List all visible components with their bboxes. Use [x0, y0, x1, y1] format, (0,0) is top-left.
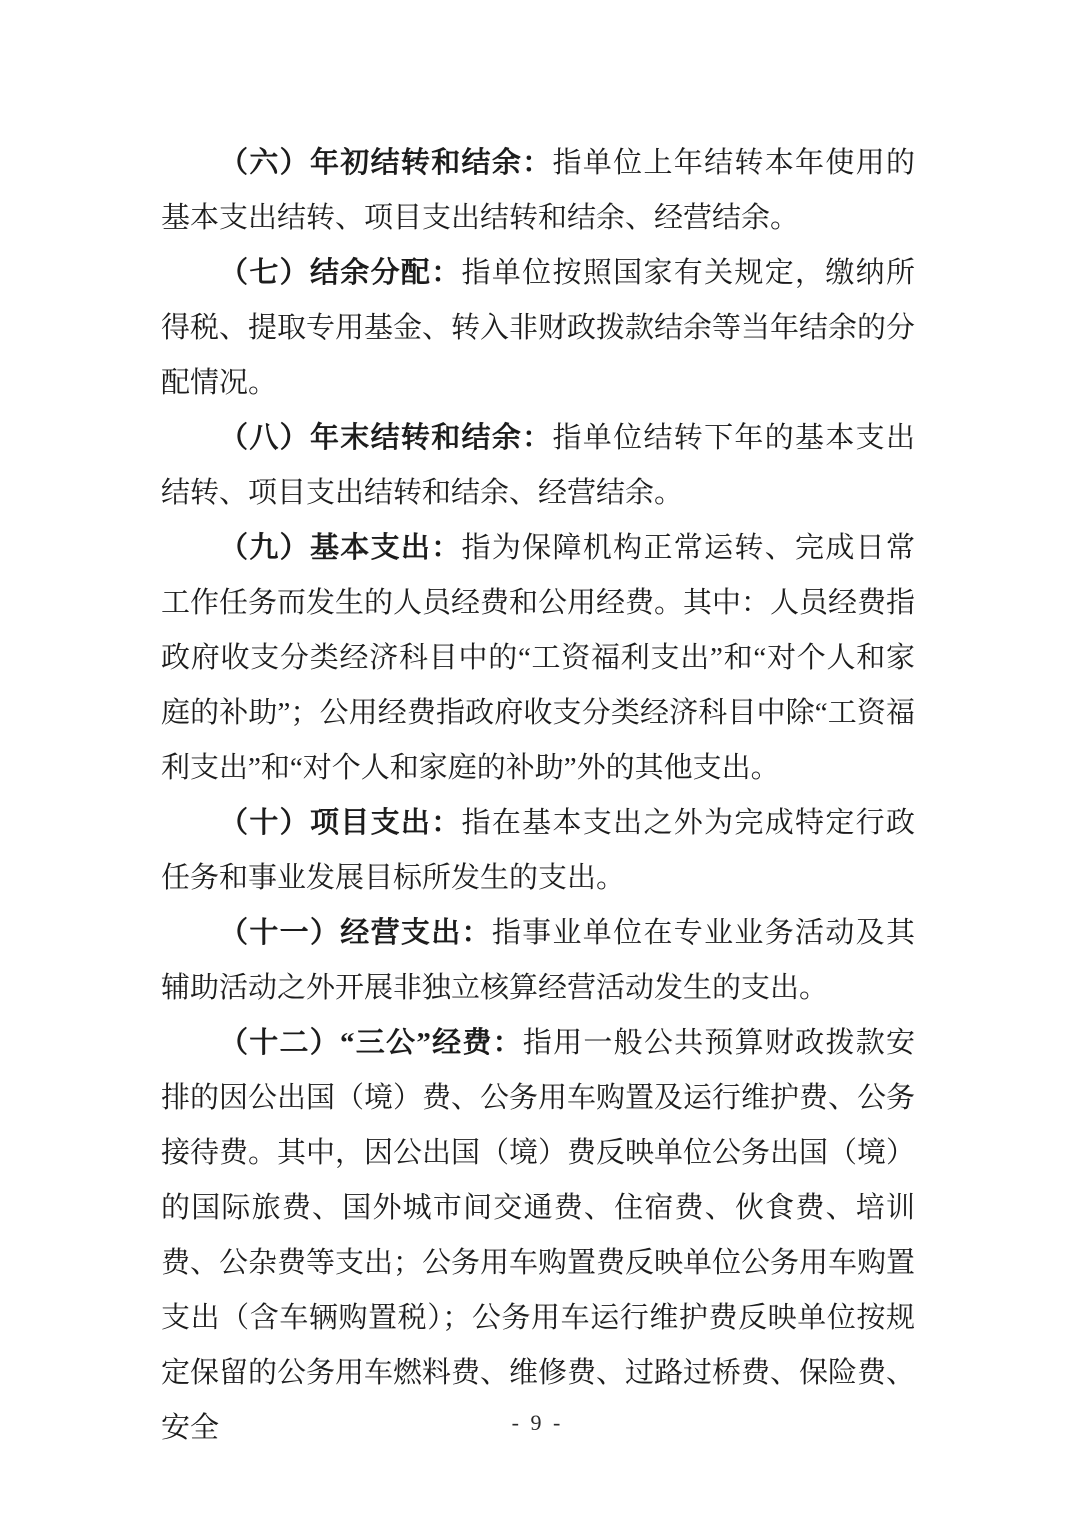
definition-text: 指用一般公共预算财政拨款安排的因公出国（境）费、公务用车购置及运行维护费、公务接待费。其中，因公出国（境）费反映单位公务出国（境）的国际旅费、国外城市间交通费、住宿费、伙食费、培训费、公杂费等支出；公务用车购置费反映单位公务用车购置支出（含车辆购置税）；公务用车运行维护费反映单位按规定保留的公务用车燃料费、维修费、过路过桥费、保险费、安全 — [161, 1027, 916, 1444]
definition-term: （七）结余分配： — [219, 257, 462, 289]
definition-paragraph — [161, 521, 915, 796]
definition-paragraph — [161, 796, 915, 906]
definition-paragraph — [161, 411, 915, 521]
definition-term: （十二）“三公”经费： — [219, 1027, 523, 1059]
definition-text: 指为保障机构正常运转、完成日常工作任务而发生的人员经费和公用经费。其中：人员经费指政府收支分类经济科目中的“工资福利支出”和“对个人和家庭的补助”；公用经费指政府收支分类经济科目中除“工资福利支出”和“对个人和家庭的补助”外的其他支出。 — [161, 532, 916, 784]
definition-term: （十）项目支出： — [219, 807, 462, 839]
definition-term: （九）基本支出： — [219, 532, 462, 564]
definition-text: 指在基本支出之外为完成特定行政任务和事业发展目标所发生的支出。 — [161, 807, 915, 894]
definition-text: 指单位上年结转本年使用的基本支出结转、项目支出结转和结余、经营结余。 — [161, 147, 915, 234]
definition-text: 指单位结转下年的基本支出结转、项目支出结转和结余、经营结余。 — [161, 422, 915, 509]
document-body — [161, 136, 915, 1456]
definition-paragraph — [161, 906, 915, 1016]
definition-paragraph — [161, 1016, 915, 1456]
page-number: - 9 - — [511, 1410, 564, 1435]
definition-text: 指事业单位在专业业务活动及其辅助活动之外开展非独立核算经营活动发生的支出。 — [161, 917, 915, 1004]
definition-term: （八）年末结转和结余： — [219, 422, 553, 454]
definition-paragraph — [161, 246, 915, 411]
definition-paragraph — [161, 136, 915, 246]
definition-term: （六）年初结转和结余： — [219, 147, 553, 179]
definition-text: 指单位按照国家有关规定，缴纳所得税、提取专用基金、转入非财政拨款结余等当年结余的分配情况。 — [161, 257, 916, 399]
definition-term: （十一）经营支出： — [219, 917, 492, 949]
